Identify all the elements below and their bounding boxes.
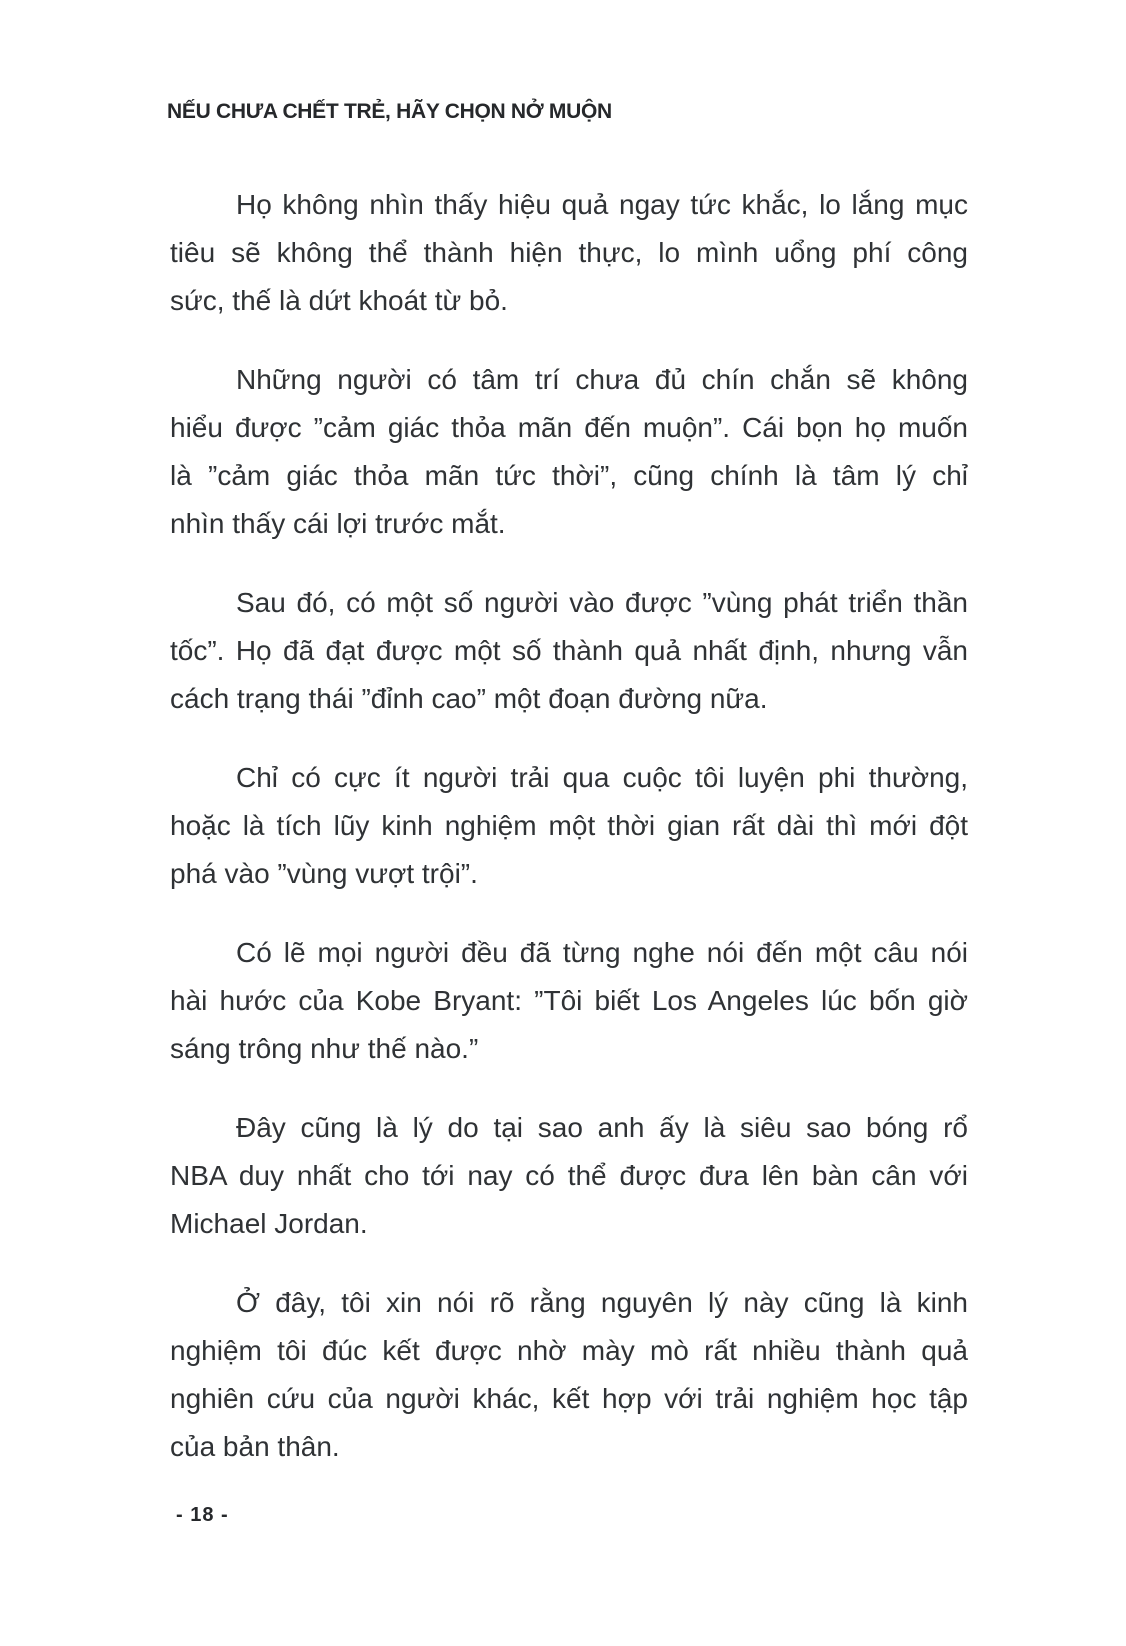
text-line: nhìn thấy cái lợi trước mắt. [170, 508, 506, 539]
text-line: sức, thế là dứt khoát từ bỏ. [170, 285, 508, 316]
paragraph [170, 579, 968, 723]
text-line: nghiệm tôi đúc kết được nhờ mày mò rất nhiều thành quả [170, 1335, 968, 1366]
text-line: cách trạng thái ”đỉnh cao” một đoạn đường nữa. [170, 683, 768, 714]
paragraph [170, 356, 968, 548]
text-line: hiểu được ”cảm giác thỏa mãn đến muộn”. Cái bọn họ muốn [170, 412, 968, 443]
running-header: NẾU CHƯA CHẾT TRẺ, HÃY CHỌN NỞ MUỘN [167, 100, 612, 123]
text-line: Michael Jordan. [170, 1208, 368, 1239]
text-line: Họ không nhìn thấy hiệu quả ngay tức khắc, lo lắng mục [236, 189, 968, 220]
text-line: Chỉ có cực ít người trải qua cuộc tôi luyện phi thường, [236, 762, 968, 793]
text-line: Sau đó, có một số người vào được ”vùng phát triển thần [236, 587, 968, 618]
text-line: nghiên cứu của người khác, kết hợp với trải nghiệm học tập [170, 1383, 968, 1414]
text-line: của bản thân. [170, 1431, 340, 1462]
text-line: phá vào ”vùng vượt trội”. [170, 858, 478, 889]
page-number: - 18 - [176, 1504, 229, 1526]
text-line: sáng trông như thế nào.” [170, 1033, 479, 1064]
text-line: hoặc là tích lũy kinh nghiệm một thời gian rất dài thì mới đột [170, 810, 968, 841]
paragraph [170, 181, 968, 325]
page-content [170, 181, 968, 1471]
text-line: hài hước của Kobe Bryant: ”Tôi biết Los Angeles lúc bốn giờ [170, 985, 968, 1016]
text-line: NBA duy nhất cho tới nay có thể được đưa lên bàn cân với [170, 1160, 968, 1191]
text-line: là ”cảm giác thỏa mãn tức thời”, cũng chính là tâm lý chỉ [170, 460, 968, 491]
text-line: tiêu sẽ không thể thành hiện thực, lo mình uổng phí công [170, 237, 968, 268]
paragraph [170, 1104, 968, 1248]
paragraph [170, 754, 968, 898]
paragraph [170, 929, 968, 1073]
paragraph [170, 1279, 968, 1471]
text-line: Ở đây, tôi xin nói rõ rằng nguyên lý này cũng là kinh [236, 1287, 968, 1318]
text-line: Đây cũng là lý do tại sao anh ấy là siêu sao bóng rổ [236, 1112, 968, 1143]
text-line: Có lẽ mọi người đều đã từng nghe nói đến một câu nói [236, 937, 968, 968]
text-line: Những người có tâm trí chưa đủ chín chắn sẽ không [236, 364, 968, 395]
text-line: tốc”. Họ đã đạt được một số thành quả nhất định, nhưng vẫn [170, 635, 968, 666]
